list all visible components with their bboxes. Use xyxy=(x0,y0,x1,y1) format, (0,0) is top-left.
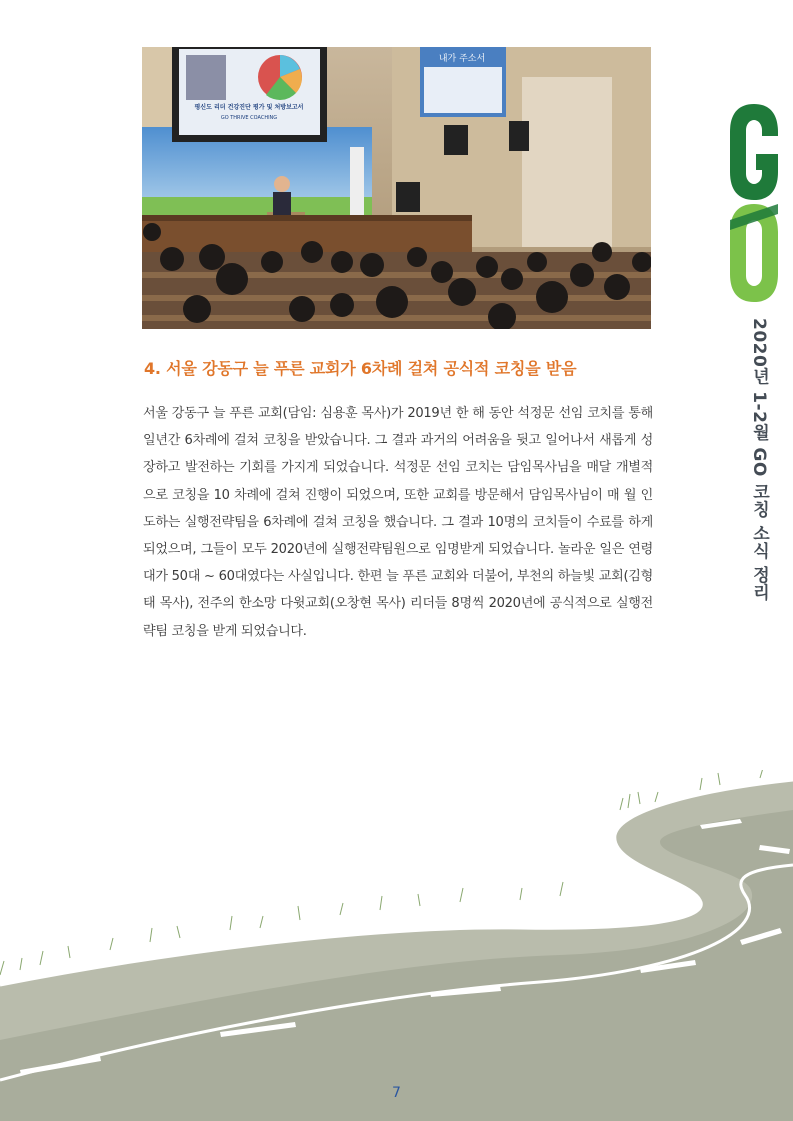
road-illustration xyxy=(0,770,793,1121)
event-photo xyxy=(142,47,651,329)
section-heading: 4. 서울 강동구 늘 푸른 교회가 6차례 걸쳐 공식적 코칭을 받음 xyxy=(144,359,577,378)
sidebar-title: 2020년 1-2월 GO 코칭 소식 정리 xyxy=(749,318,769,602)
screen-title: 평신도 리더 건강진단 평가 및 처방보고서 xyxy=(194,104,304,111)
go-logo-icon xyxy=(728,102,780,304)
screen-subtitle: GO THRIVE COACHING xyxy=(220,115,278,121)
banner-text: 내가 주소서 xyxy=(438,54,486,64)
page-number: 7 xyxy=(392,1085,401,1101)
article-body: 서울 강동구 늘 푸른 교회(담임: 심용훈 목사)가 2019년 한 해 동안 석정문 선임 코치를 통해 일년간 6차례에 걸쳐 코칭을 받았습니다. 그 결과 과거의 어려움을 뒷고 일어나서 새롭게 성장하고 발전하는 기회를 가지게 되었습니다. 석정문 선임 코치는 담임목사님을 매달 개별적으로 코칭을 10 차례에 걸쳐 진행이 되었으며, 또한 교회를 방문해서 담임목사님이 매 월 인도하는 실행전략팀을 6차례에 걸쳐 코칭을 했습니다. 그 결과 10명의 코치들이 수료를 하게 되었으며, 그들이 모두 2020년에 실행전략팀원으로 임명받게 되었습니다. 놀라운 일은 연령대가 50대 ~ 60대였다는 사실입니다. 한편 늘 푸른 교회와 더불어, 부천의 하늘빛 교회(김형태 목사), 전주의 한소망 다윗교회(오창현 목사) 리더들 8명씩 2020년에 공식적으로 실행전략팀 코칭을 받게 되었습니다. xyxy=(143,406,653,639)
